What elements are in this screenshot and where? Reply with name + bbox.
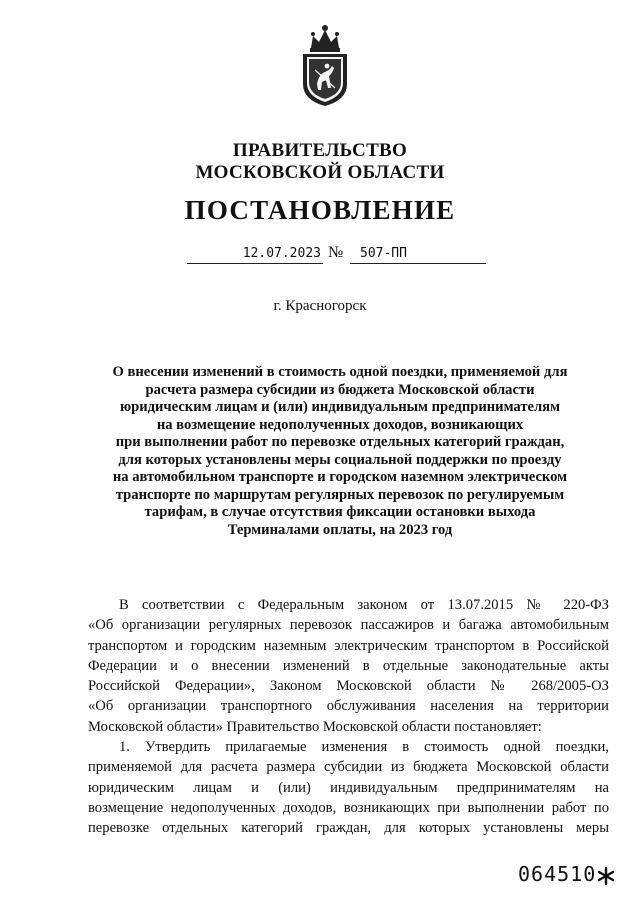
document-date: 12.07.2023 <box>187 245 323 264</box>
title-line: на автомобильном транспорте и городском наземном электрическом <box>112 469 568 485</box>
body-line: применяемой для расчета размера субсидии из бюджета Московской области <box>88 759 609 776</box>
document-body <box>88 595 609 839</box>
body-line: «Об организации регулярных перевозок пассажиров и багажа автомобильным <box>88 617 609 634</box>
title-line: для которых установлены меры социальной поддержки по проезду <box>118 451 562 468</box>
title-line: на возмещение недополученных доходов, возникающих <box>156 416 524 433</box>
org-line-1: ПРАВИТЕЛЬСТВО <box>232 140 408 161</box>
government-name <box>0 140 640 184</box>
body-line: 1. Утвердить прилагаемые изменения в стоимость одной поездки, <box>119 739 609 756</box>
asterisk-mark-icon <box>596 866 616 886</box>
body-line: «Об организации транспортного обслуживания населения на территории <box>88 698 609 715</box>
body-line: В соответствии с Федеральным законом от 13.07.2015 № 220-ФЗ <box>119 597 609 613</box>
document-title <box>90 364 590 539</box>
title-line: юридическим лицам и (или) индивидуальным предпринимателям <box>119 399 561 415</box>
body-line: Московской области» Правительство Московской области постановляет: <box>88 718 542 735</box>
document-type: ПОСТАНОВЛЕНИЕ <box>184 195 456 225</box>
body-line: Российской Федерации», Законом Московской области № 268/2005-ОЗ <box>88 678 609 695</box>
org-line-2: МОСКОВСКОЙ ОБЛАСТИ <box>195 162 445 183</box>
title-line: расчета размера субсидии из бюджета Московской области <box>145 381 535 398</box>
date-number-line <box>0 245 640 269</box>
title-line: транспорте по маршрутам регулярных перевозок по регулируемым <box>115 486 565 503</box>
moscow-oblast-coat-of-arms-icon <box>297 22 353 108</box>
body-line: Федерации и о внесении изменений в отдельные законодательные акты <box>88 657 609 674</box>
body-line: транспортом и городским наземным электрическим транспортом в Российской <box>88 637 609 654</box>
body-line: перевозке отдельных категорий граждан, для которых установлены меры <box>88 820 609 837</box>
title-line: при выполнении работ по перевозке отдельных категорий граждан, <box>115 434 565 450</box>
title-line: О внесении изменений в стоимость одной поездки, применяемой для <box>112 364 568 380</box>
document-number: 507-ПП <box>350 245 486 264</box>
city-line: г. Красногорск <box>273 298 367 314</box>
number-sign: № <box>328 244 344 261</box>
serial-number: 064510 <box>518 862 597 886</box>
title-line: тарифам, в случае отсутствия фиксации остановки выхода <box>144 504 536 520</box>
title-line: Терминалами оплаты, на 2023 год <box>227 521 453 538</box>
body-line: возмещение недополученных доходов, возникающих при выполнении работ по <box>88 799 609 816</box>
body-line: юридическим лицам и (или) индивидуальным предпринимателям на <box>88 779 609 796</box>
